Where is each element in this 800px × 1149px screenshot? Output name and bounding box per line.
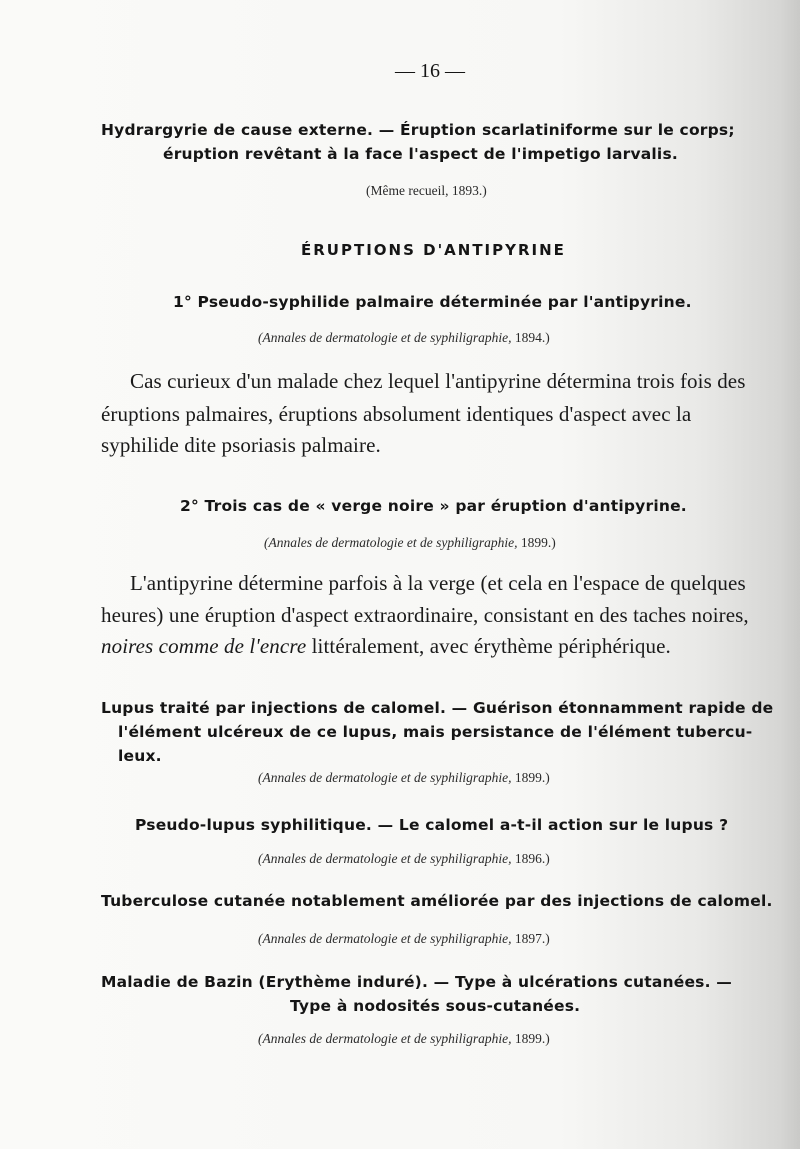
citation [258, 770, 550, 786]
body-rest: littéralement, avec érythème périphérique. [306, 634, 671, 658]
citation [264, 535, 556, 551]
item-title: 1° Pseudo-syphilide palmaire déterminée par l'antipyrine. [173, 293, 692, 311]
body-text-line [101, 634, 671, 659]
citation-year: 1899.) [514, 770, 550, 785]
entry-title-line: éruption revêtant à la face l'aspect de l'impetigo larvalis. [163, 145, 678, 163]
entry-title-line: Lupus traité par injections de calomel. — Guérison étonnamment rapide de [101, 699, 774, 717]
citation-journal: (Annales de dermatologie et de syphiligraphie, [258, 931, 512, 946]
entry-title: Pseudo-lupus syphilitique. — Le calomel a-t-il action sur le lupus ? [135, 816, 729, 834]
entry-title: Tuberculose cutanée notablement améliorée par des injections de calomel. [101, 892, 773, 910]
body-text-line: syphilide dite psoriasis palmaire. [101, 433, 381, 457]
entry-title-line: Type à nodosités sous-cutanées. [290, 997, 581, 1015]
citation-journal: (Annales de dermatologie et de syphiligraphie, [258, 330, 512, 345]
show-through-text [600, 180, 800, 1080]
citation-journal: (Annales de dermatologie et de syphiligraphie, [258, 851, 512, 866]
citation-year: 1896.) [514, 851, 550, 866]
body-italic: noires comme de l'encre [101, 634, 307, 658]
body-text-line: éruptions palmaires, éruptions absolument identiques d'aspect avec la [101, 402, 692, 426]
citation-year: 1899.) [514, 1031, 550, 1046]
citation-year: 1894.) [514, 330, 550, 345]
citation-journal: (Annales de dermatologie et de syphiligraphie, [264, 535, 518, 550]
body-text-line: Cas curieux d'un malade chez lequel l'antipyrine détermina trois fois des [130, 369, 746, 393]
item-title: 2° Trois cas de « verge noire » par éruption d'antipyrine. [180, 497, 687, 515]
citation [258, 851, 550, 867]
entry-title-line: Maladie de Bazin (Erythème induré). — Type à ulcérations cutanées. — [101, 973, 732, 991]
citation [258, 1031, 550, 1047]
citation [258, 931, 550, 947]
section-heading: ÉRUPTIONS D'ANTIPYRINE [301, 241, 566, 259]
entry-title-line: l'élément ulcéreux de ce lupus, mais persistance de l'élément tubercu- [118, 723, 753, 741]
citation [258, 330, 550, 346]
citation: (Même recueil, 1893.) [366, 183, 487, 198]
citation-journal: (Annales de dermatologie et de syphiligraphie, [258, 770, 512, 785]
body-text-line: heures) une éruption d'aspect extraordinaire, consistant en des taches noires, [101, 603, 749, 627]
page-number: — 16 — [395, 60, 465, 82]
citation-year: 1897.) [514, 931, 550, 946]
citation-year: 1899.) [520, 535, 556, 550]
entry-title-line: Hydrargyrie de cause externe. — Éruption scarlatiniforme sur le corps; [101, 121, 735, 139]
body-text-line: L'antipyrine détermine parfois à la verge (et cela en l'espace de quelques [130, 571, 746, 595]
entry-title-line: leux. [118, 747, 162, 765]
citation-journal: (Annales de dermatologie et de syphiligraphie, [258, 1031, 512, 1046]
